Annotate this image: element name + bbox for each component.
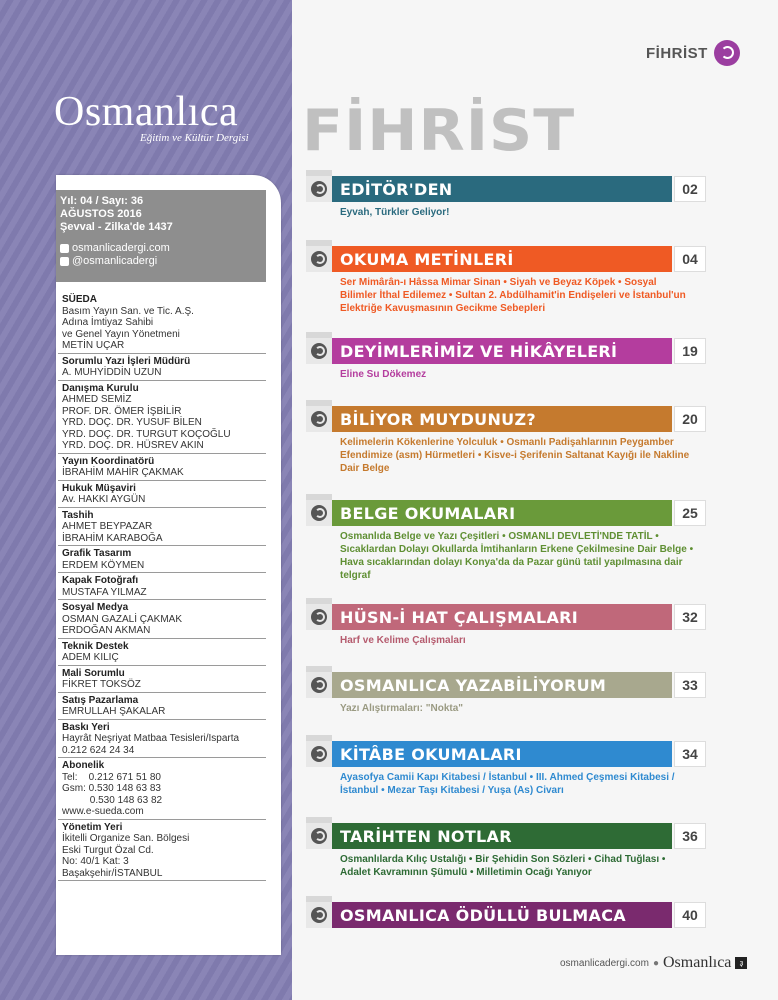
section-tag-label: FİHRİST bbox=[646, 44, 708, 62]
credit-title: Sosyal Medya bbox=[62, 602, 129, 613]
credit-title: Hukuk Müşaviri bbox=[62, 482, 136, 494]
toc-entry-subtitle: Ayasofya Camii Kapı Kitabesi / İstanbul • III. Ahmed Çeşmesi Kitabesi / İstanbul • Mezar Taşı Kitabesi / Yuşa (As) Civarı bbox=[340, 772, 675, 796]
toc-entry-title: KİTÂBE OKUMALARI bbox=[332, 741, 672, 767]
toc-entry[interactable] bbox=[306, 823, 706, 879]
toc-entry-page: 19 bbox=[674, 338, 706, 364]
bookmark-emblem-icon bbox=[306, 176, 332, 202]
credit-title: Baskı Yeri bbox=[62, 721, 110, 733]
toc-entry-bar bbox=[306, 902, 706, 928]
toc-entry-subtitle: Eline Su Dökemez bbox=[340, 369, 427, 380]
twitter-icon bbox=[60, 257, 69, 266]
credit-title: Tashih bbox=[62, 509, 94, 521]
credit-group bbox=[58, 720, 266, 759]
credit-line: Tel: 0.212 671 51 80 bbox=[62, 771, 161, 783]
logo-tagline: Eğitim ve Kültür Dergisi bbox=[140, 132, 249, 144]
credit-title: Abonelik bbox=[62, 760, 105, 771]
toc-entry-bar bbox=[306, 604, 706, 630]
bookmark-emblem-icon bbox=[306, 902, 332, 928]
credit-line: ADEM KILIÇ bbox=[62, 652, 119, 663]
bookmark-emblem-icon bbox=[306, 823, 332, 849]
credit-line: YRD. DOÇ. DR. TURGUT KOÇOĞLU bbox=[62, 428, 231, 440]
page-footer bbox=[560, 954, 747, 972]
toc-entry-title: OSMANLICA ÖDÜLLÜ BULMACA bbox=[332, 902, 672, 928]
bookmark-emblem-icon bbox=[306, 741, 332, 767]
credit-group bbox=[58, 693, 266, 720]
issue-info-box bbox=[56, 190, 266, 282]
credit-line: EMRULLAH ŞAKALAR bbox=[62, 706, 166, 717]
credit-group bbox=[58, 381, 266, 454]
credit-group bbox=[58, 820, 266, 882]
toc-entry-bar bbox=[306, 823, 706, 849]
bookmark-emblem-icon bbox=[306, 500, 332, 526]
credit-line: AHMED SEMİZ bbox=[62, 394, 132, 405]
toc-entry[interactable] bbox=[306, 338, 706, 381]
magazine-emblem-icon bbox=[714, 40, 740, 66]
toc-entry[interactable] bbox=[306, 246, 706, 315]
credit-line: www.e-sueda.com bbox=[62, 806, 144, 817]
toc-entry[interactable] bbox=[306, 406, 706, 475]
credit-group bbox=[58, 666, 266, 693]
credit-line: İkitelli Organize San. Bölgesi bbox=[62, 833, 190, 844]
page-title: FİHRİST bbox=[302, 97, 576, 165]
toc-entry[interactable] bbox=[306, 902, 706, 928]
toc-entry-title: HÜSN-İ HAT ÇALIŞMALARI bbox=[332, 604, 672, 630]
toc-entry[interactable] bbox=[306, 672, 706, 715]
toc-entry-subtitle: Osmanlıda Belge ve Yazı Çeşitleri • OSMANLI DEVLETİ'NDE TATİL • Sıcaklardan Dolayı Okullarda İmtihanların Erkene Çekilmesine Dair Belge • Hava sıcaklarından dolayı Konya'da da Pazar günü tatil yapılmasına dair telgraf bbox=[340, 531, 694, 581]
toc-entry[interactable] bbox=[306, 604, 706, 647]
credit-line: Gsm: 0.530 148 63 83 bbox=[62, 783, 161, 794]
credit-title: Danışma Kurulu bbox=[62, 382, 139, 394]
toc-entry-title: EDİTÖR'DEN bbox=[332, 176, 672, 202]
globe-icon bbox=[60, 244, 69, 253]
magazine-logo bbox=[54, 88, 264, 158]
toc-entry[interactable] bbox=[306, 500, 706, 582]
credit-group bbox=[58, 481, 266, 508]
credit-title: Satış Pazarlama bbox=[62, 694, 139, 706]
website-row[interactable] bbox=[60, 242, 266, 255]
toc-entry[interactable] bbox=[306, 176, 706, 219]
credit-line: No: 40/1 Kat: 3 bbox=[62, 856, 129, 867]
credit-group bbox=[58, 758, 266, 820]
credit-group bbox=[58, 600, 266, 639]
credit-line: Hayrât Neşriyat Matbaa Tesisleri/Isparta bbox=[62, 733, 240, 744]
toc-entry-bar bbox=[306, 500, 706, 526]
toc-entry-title: TARİHTEN NOTLAR bbox=[332, 823, 672, 849]
footer-site: osmanlicadergi.com bbox=[560, 957, 649, 969]
credit-line: ERDOĞAN AKMAN bbox=[62, 625, 151, 636]
toc-entry-page: 20 bbox=[674, 406, 706, 432]
credit-group bbox=[58, 508, 266, 547]
toc-entry-page: 32 bbox=[674, 604, 706, 630]
credit-line: Eski Turgut Özal Cd. bbox=[62, 844, 154, 856]
credit-title: Yayın Koordinatörü bbox=[62, 455, 155, 467]
toc-entry-subtitle: Harf ve Kelime Çalışmaları bbox=[340, 635, 466, 646]
twitter-row[interactable] bbox=[60, 255, 266, 268]
bookmark-emblem-icon bbox=[306, 246, 332, 272]
toc-entry[interactable] bbox=[306, 741, 706, 797]
credit-title: Sorumlu Yazı İşleri Müdürü bbox=[62, 355, 191, 367]
credit-line: AHMET BEYPAZAR bbox=[62, 521, 153, 532]
issue-hijri-date: Şevval - Zilka'de 1437 bbox=[60, 221, 173, 233]
footer-page-number: ३ bbox=[735, 957, 747, 969]
credit-line: MUSTAFA YILMAZ bbox=[62, 586, 147, 598]
toc-entry-subtitle: Yazı Alıştırmaları: "Nokta" bbox=[340, 703, 464, 714]
credit-line: 0.212 624 24 34 bbox=[62, 744, 135, 756]
credit-title: Kapak Fotoğrafı bbox=[62, 575, 139, 586]
toc-entry-bar bbox=[306, 338, 706, 364]
toc-entry-subtitle: Eyvah, Türkler Geliyor! bbox=[340, 207, 450, 218]
credit-title: Mali Sorumlu bbox=[62, 667, 125, 679]
credit-line: İBRAHİM MAHİR ÇAKMAK bbox=[62, 467, 184, 478]
credit-title: SÜEDA bbox=[62, 294, 98, 305]
toc-entry-page: 33 bbox=[674, 672, 706, 698]
toc-entry-page: 25 bbox=[674, 500, 706, 526]
credit-group bbox=[58, 354, 266, 381]
credit-line: Adına İmtiyaz Sahibi bbox=[62, 317, 154, 328]
toc-entry-title: BELGE OKUMALARI bbox=[332, 500, 672, 526]
credit-line: YRD. DOÇ. DR. YUSUF BİLEN bbox=[62, 417, 202, 428]
credit-line: PROF. DR. ÖMER İŞBİLİR bbox=[62, 405, 182, 417]
bookmark-emblem-icon bbox=[306, 338, 332, 364]
toc-entry-bar bbox=[306, 246, 706, 272]
credit-line: 0.530 148 63 82 bbox=[62, 794, 163, 806]
credits-list bbox=[58, 292, 266, 881]
toc-entry-title: BİLİYOR MUYDUNUZ? bbox=[332, 406, 672, 432]
logo-name: Osmanlıca bbox=[54, 89, 239, 135]
credit-line: ve Genel Yayın Yönetmeni bbox=[62, 328, 180, 340]
toc-entry-bar bbox=[306, 741, 706, 767]
credit-title: Grafik Tasarım bbox=[62, 548, 132, 559]
footer-logo: Osmanlıca bbox=[662, 954, 732, 971]
credit-line: METİN UÇAR bbox=[62, 340, 125, 351]
credit-line: Av. HAKKI AYGÜN bbox=[62, 494, 146, 505]
credit-line: YRD. DOÇ. DR. HÜSREV AKIN bbox=[62, 440, 204, 451]
credit-title: Teknik Destek bbox=[62, 640, 129, 652]
toc-entry-page: 04 bbox=[674, 246, 706, 272]
credit-line: Basım Yayın San. ve Tic. A.Ş. bbox=[62, 305, 194, 317]
credit-line: A. MUHYİDDİN UZUN bbox=[62, 367, 162, 378]
toc-entry-page: 34 bbox=[674, 741, 706, 767]
bookmark-emblem-icon bbox=[306, 672, 332, 698]
issue-month: AĞUSTOS 2016 bbox=[60, 208, 142, 220]
credit-group bbox=[58, 454, 266, 481]
credit-group bbox=[58, 639, 266, 666]
twitter-text: @osmanlicadergi bbox=[72, 255, 158, 267]
toc-entry-bar bbox=[306, 176, 706, 202]
toc-entry-bar bbox=[306, 406, 706, 432]
bookmark-emblem-icon bbox=[306, 604, 332, 630]
credit-group bbox=[58, 546, 266, 573]
footer-dot-icon: ● bbox=[652, 957, 659, 969]
toc-entry-subtitle: Ser Mimârân-ı Hâssa Mimar Sinan • Siyah ve Beyaz Köpek • Sosyal Bilimler İthal Edilemez • Sultan 2. Abdülhamit'in Endişeleri ve İstanbul'un Elektriğe Kavuşmasının Gecikme Sebepleri bbox=[340, 277, 686, 314]
section-tag bbox=[646, 40, 740, 66]
credit-group bbox=[58, 573, 266, 600]
toc-entry-page: 40 bbox=[674, 902, 706, 928]
credit-line: Başakşehir/İSTANBUL bbox=[62, 867, 163, 879]
credit-line: OSMAN GAZALİ ÇAKMAK bbox=[62, 613, 183, 625]
credit-line: İBRAHİM KARABOĞA bbox=[62, 532, 163, 544]
issue-year-number: Yıl: 04 / Sayı: 36 bbox=[60, 195, 144, 207]
bookmark-emblem-icon bbox=[306, 406, 332, 432]
credit-title: Yönetim Yeri bbox=[62, 821, 123, 833]
toc-entry-title: DEYİMLERİMİZ VE HİKÂYELERİ bbox=[332, 338, 672, 364]
credit-line: ERDEM KÖYMEN bbox=[62, 559, 145, 571]
toc-entry-page: 02 bbox=[674, 176, 706, 202]
toc-entry-bar bbox=[306, 672, 706, 698]
credit-group bbox=[58, 292, 266, 354]
toc-entry-title: OSMANLICA YAZABİLİYORUM bbox=[332, 672, 672, 698]
toc-entry-subtitle: Osmanlılarda Kılıç Ustalığı • Bir Şehidin Son Sözleri • Cihad Tuğlası • Adalet Kavramının Şümulü • Milletimin Ocağı Yanıyor bbox=[340, 854, 666, 878]
toc-entry-subtitle: Kelimelerin Kökenlerine Yolculuk • Osmanlı Padişahlarının Peygamber Efendimize (asm) Hürmetleri • Kisve-i Şerifenin Saltanat Kayığı ile Nakline Dair Belge bbox=[340, 437, 690, 474]
toc-entry-title: OKUMA METİNLERİ bbox=[332, 246, 672, 272]
credit-line: FİKRET TOKSÖZ bbox=[62, 679, 141, 690]
website-text: osmanlicadergi.com bbox=[72, 242, 170, 254]
toc-entry-page: 36 bbox=[674, 823, 706, 849]
